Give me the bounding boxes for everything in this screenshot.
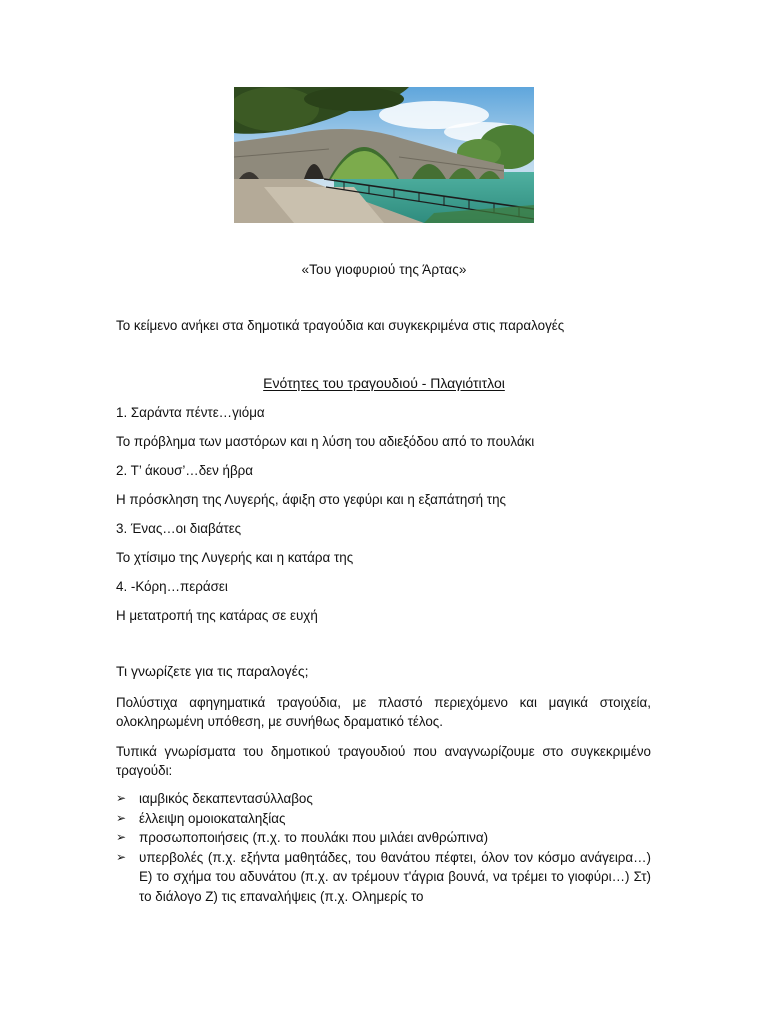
question-heading: Τι γνωρίζετε για τις παραλογές; [116,663,309,679]
section-1-summary: Το πρόβλημα των μαστόρων και η λύση του αδιεξόδου από το πουλάκι [116,434,535,449]
section-4-summary: Η μετατροπή της κατάρας σε ευχή [116,608,318,623]
section-2-title: 2. Τ’ άκουσ’…δεν ήβρα [116,463,254,478]
feature-text: υπερβολές (π.χ. εξήντα μαθητάδες, του θανάτου πέφτει, όλον τον κόσμο ανάγειρα…) Ε) το σχήμα του αδυνάτου (π.χ. αν τρέμουν τ'άγρια βουνά, να τρέμει το γιοφύρι…) Στ) το διάλογο Ζ) τις επαναλήψεις (π.χ. Ολημερίς το [139,849,651,904]
feature-text: προσωποποιήσεις (π.χ. το πουλάκι που μιλάει ανθρώπινα) [139,830,489,845]
section-2-summary: Η πρόσκληση της Λυγερής, άφιξη στο γεφύρι και η εξαπάτησή της [116,492,507,507]
answer-paragraph: Πολύστιχα αφηγηματικά τραγούδια, με πλαστό περιεχόμενο και μαγικά στοιχεία, ολοκληρωμένη υπόθεση, με συνήθως δραματικό τέλος. [116,695,651,729]
features-list [116,789,651,906]
arrow-bullet-icon: ➢ [116,830,127,844]
features-intro: Τυπικά γνωρίσματα του δημοτικού τραγουδιού που αναγνωρίζουμε στο συγκεκριμένο τραγούδι: [116,744,651,778]
intro-text: Το κείμενο ανήκει στα δημοτικά τραγούδια και συγκεκριμένα στις παραλογές [116,318,565,333]
arrow-bullet-icon: ➢ [116,791,127,805]
list-item [116,809,651,829]
feature-text: ιαμβικός δεκαπεντασύλλαβος [139,791,313,806]
section-3-title: 3. Ένας…οι διαβάτες [116,521,242,536]
bridge-of-arta-photo [234,87,534,223]
list-item [116,848,651,907]
section-4-title: 4. -Κόρη…περάσει [116,579,228,594]
feature-text: έλλειψη ομοιοκαταληξίας [139,810,286,826]
document-title: «Του γιοφυριού της Άρτας» [301,262,467,277]
arrow-bullet-icon: ➢ [116,849,127,864]
section-1-title: 1. Σαράντα πέντε…γιόμα [116,405,265,420]
arrow-bullet-icon: ➢ [116,810,127,825]
sections-heading: Ενότητες του τραγουδιού - Πλαγιότιτλοι [263,375,505,391]
section-3-summary: Το χτίσιμο της Λυγερής και η κατάρα της [116,550,354,565]
list-item [116,828,651,848]
list-item [116,789,651,809]
